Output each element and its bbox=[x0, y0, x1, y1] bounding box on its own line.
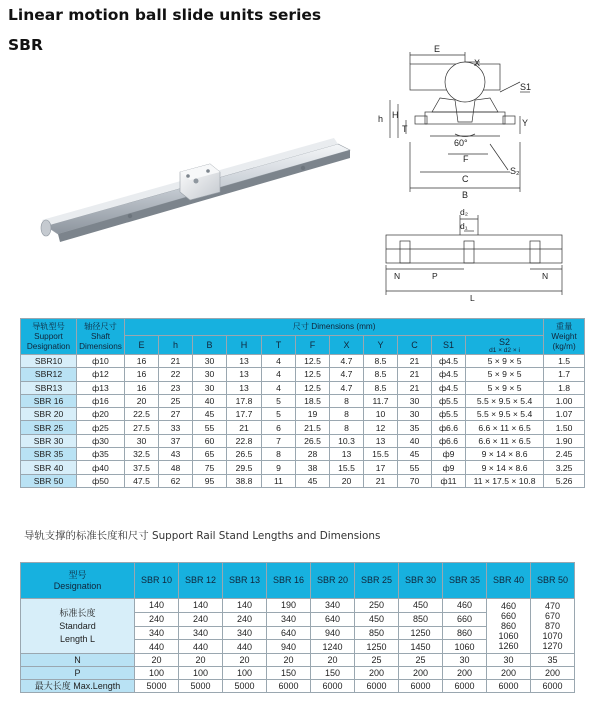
table-cell: 7 bbox=[262, 434, 296, 447]
header-model-col: SBR 16 bbox=[267, 563, 311, 599]
table-cell: ф50 bbox=[77, 474, 125, 487]
label-f: F bbox=[463, 154, 469, 164]
table-cell: 5 × 9 × 5 bbox=[466, 355, 544, 368]
table-cell: 4.7 bbox=[330, 355, 364, 368]
table-cell: 17.8 bbox=[227, 394, 262, 407]
table-row bbox=[21, 421, 585, 434]
table-cell: 11 bbox=[262, 474, 296, 487]
table-cell: 40 bbox=[193, 394, 227, 407]
length-value: 1070 bbox=[542, 631, 563, 641]
table-cell: 1060 bbox=[443, 640, 487, 654]
table-cell: 75 bbox=[193, 461, 227, 474]
table-cell: 340 bbox=[135, 626, 179, 640]
table-cell: 940 bbox=[311, 626, 355, 640]
table-cell: 1250 bbox=[399, 626, 443, 640]
table-cell: 33 bbox=[159, 421, 193, 434]
table-cell: 250 bbox=[355, 599, 399, 613]
table-cell: 45 bbox=[398, 448, 432, 461]
table-cell: 6000 bbox=[311, 680, 355, 693]
table-cell: 100 bbox=[135, 667, 179, 680]
label-n-right: N bbox=[542, 271, 549, 281]
table-cell: 10 bbox=[364, 408, 398, 421]
table-cell: 9 × 14 × 8.6 bbox=[466, 461, 544, 474]
table-cell: 20 bbox=[311, 654, 355, 667]
length-value: 1060 bbox=[498, 631, 519, 641]
table-cell: 21 bbox=[159, 355, 193, 368]
table-cell: 20 bbox=[223, 654, 267, 667]
table-row bbox=[21, 434, 585, 447]
table-cell: ф4.5 bbox=[432, 355, 466, 368]
table-cell: 340 bbox=[311, 599, 355, 613]
table-cell: 38 bbox=[296, 461, 330, 474]
table-cell: 16 bbox=[125, 381, 159, 394]
table-cell: 30 bbox=[487, 654, 531, 667]
header-col-h: H bbox=[227, 336, 262, 355]
table-cell: 43 bbox=[159, 448, 193, 461]
header-col-b: B bbox=[193, 336, 227, 355]
table-cell: 1.07 bbox=[544, 408, 585, 421]
table-cell: 13 bbox=[227, 381, 262, 394]
table-cell: 5 × 9 × 5 bbox=[466, 368, 544, 381]
table-cell: 6000 bbox=[487, 680, 531, 693]
table-cell: 55 bbox=[193, 421, 227, 434]
table-cell: 340 bbox=[267, 612, 311, 626]
table-cell: 2.45 bbox=[544, 448, 585, 461]
std-label-en1: Standard bbox=[59, 620, 96, 631]
header-model-col: SBR 35 bbox=[443, 563, 487, 599]
header-s2-label: S2 bbox=[499, 336, 511, 347]
table-cell: 60 bbox=[193, 434, 227, 447]
lengths-heading: 导轨支撑的标准长度和尺寸 Support Rail Stand Lengths and Dimensions bbox=[24, 530, 381, 542]
header-col-s2 bbox=[466, 336, 544, 355]
header-model-col: SBR 50 bbox=[531, 563, 575, 599]
table-cell: 340 bbox=[223, 626, 267, 640]
table-cell: 140 bbox=[135, 599, 179, 613]
table-cell: 140 bbox=[223, 599, 267, 613]
table-cell: 6000 bbox=[267, 680, 311, 693]
table-cell: 190 bbox=[267, 599, 311, 613]
table-cell: 17 bbox=[364, 461, 398, 474]
table-cell: 55 bbox=[398, 461, 432, 474]
table-cell: 6000 bbox=[531, 680, 575, 693]
table-cell: 5.26 bbox=[544, 474, 585, 487]
table-cell: 37 bbox=[159, 434, 193, 447]
table-cell: 200 bbox=[443, 667, 487, 680]
table-cell: 28 bbox=[296, 448, 330, 461]
series-code: SBR bbox=[8, 36, 43, 54]
model-cell: SBR12 bbox=[21, 368, 77, 381]
table-cell: 12.5 bbox=[296, 381, 330, 394]
table-cell: 10.3 bbox=[330, 434, 364, 447]
header-col-c: C bbox=[398, 336, 432, 355]
header-col-h: h bbox=[159, 336, 193, 355]
model-cell: SBR 30 bbox=[21, 434, 77, 447]
table-cell: 30 bbox=[398, 408, 432, 421]
model-cell: SBR 25 bbox=[21, 421, 77, 434]
header-designation: 型号 Designation bbox=[21, 563, 135, 599]
table-cell: 1.50 bbox=[544, 421, 585, 434]
table-cell: 45 bbox=[296, 474, 330, 487]
table-cell: 20 bbox=[179, 654, 223, 667]
table-cell: 30 bbox=[193, 381, 227, 394]
table-cell: ф9 bbox=[432, 461, 466, 474]
table-cell: 450 bbox=[355, 612, 399, 626]
std-label-en2: Length L bbox=[59, 633, 96, 644]
table-cell: 20 bbox=[135, 654, 179, 667]
table-cell: 18.5 bbox=[296, 394, 330, 407]
table-cell: ф11 bbox=[432, 474, 466, 487]
table-cell: ф4.5 bbox=[432, 381, 466, 394]
table-cell: ф6.6 bbox=[432, 421, 466, 434]
table-cell: 850 bbox=[355, 626, 399, 640]
table-cell: 30 bbox=[193, 368, 227, 381]
table-cell: 13 bbox=[330, 448, 364, 461]
table-cell: 70 bbox=[398, 474, 432, 487]
table-cell: 35 bbox=[531, 654, 575, 667]
table-cell: ф35 bbox=[77, 448, 125, 461]
table-cell: 1240 bbox=[311, 640, 355, 654]
table-cell: 37.5 bbox=[125, 461, 159, 474]
header-s2-sub: d1 × d2 × i bbox=[489, 346, 520, 354]
table-cell: 8.5 bbox=[364, 368, 398, 381]
table-cell: 20 bbox=[267, 654, 311, 667]
std-length-row bbox=[21, 599, 575, 613]
table-cell: 140 bbox=[179, 599, 223, 613]
label-c: C bbox=[462, 174, 469, 184]
length-value: 870 bbox=[544, 621, 561, 631]
table-cell: 440 bbox=[135, 640, 179, 654]
table-cell: 5000 bbox=[223, 680, 267, 693]
table-cell: 35 bbox=[398, 421, 432, 434]
table-cell: 100 bbox=[223, 667, 267, 680]
header-model: 导轨型号 Support Designation bbox=[21, 319, 77, 355]
header-dimensions: 尺寸 Dimensions (mm) bbox=[125, 319, 544, 336]
table-cell: 100 bbox=[179, 667, 223, 680]
table-cell: 29.5 bbox=[227, 461, 262, 474]
table-cell: 5 bbox=[262, 394, 296, 407]
table-cell: 47.5 bbox=[125, 474, 159, 487]
table-cell: 26.5 bbox=[296, 434, 330, 447]
side-view-drawing bbox=[380, 205, 570, 305]
table-cell: 8.5 bbox=[364, 381, 398, 394]
header-col-y: Y bbox=[364, 336, 398, 355]
table-cell: 12.5 bbox=[296, 368, 330, 381]
table-cell: 9 × 14 × 8.6 bbox=[466, 448, 544, 461]
table-cell: 240 bbox=[135, 612, 179, 626]
table-cell: ф30 bbox=[77, 434, 125, 447]
header-model-col: SBR 30 bbox=[399, 563, 443, 599]
table-cell: 1.00 bbox=[544, 394, 585, 407]
table-cell: 5000 bbox=[179, 680, 223, 693]
table-cell: 40 bbox=[398, 434, 432, 447]
table-cell: 9 bbox=[262, 461, 296, 474]
table-cell: 1.5 bbox=[544, 355, 585, 368]
table-cell: 65 bbox=[193, 448, 227, 461]
table-row bbox=[21, 448, 585, 461]
label-angle: 60° bbox=[454, 138, 468, 148]
table-cell: 240 bbox=[223, 612, 267, 626]
table-cell: 12 bbox=[364, 421, 398, 434]
cross-section-drawing bbox=[370, 42, 570, 202]
table-cell: 21 bbox=[398, 368, 432, 381]
table-cell: ф4.5 bbox=[432, 368, 466, 381]
standard-length-label bbox=[21, 599, 135, 654]
header-col-e: E bbox=[125, 336, 159, 355]
table-cell: 200 bbox=[531, 667, 575, 680]
table-cell: ф5.5 bbox=[432, 394, 466, 407]
table-cell: 32.5 bbox=[125, 448, 159, 461]
table-cell: 660 bbox=[443, 612, 487, 626]
row-p-label: P bbox=[21, 667, 135, 680]
table-cell: 25 bbox=[355, 654, 399, 667]
table-cell: 150 bbox=[311, 667, 355, 680]
dimensions-table bbox=[20, 318, 585, 488]
table-cell: 20 bbox=[125, 394, 159, 407]
table-cell: 1450 bbox=[399, 640, 443, 654]
table-cell: 150 bbox=[267, 667, 311, 680]
table-row bbox=[21, 368, 585, 381]
table-cell: 200 bbox=[355, 667, 399, 680]
table-cell: 27 bbox=[159, 408, 193, 421]
row-max-length-label: 最大长度 Max.Length bbox=[21, 680, 135, 693]
length-value: 460 bbox=[500, 601, 517, 611]
row-p bbox=[21, 667, 575, 680]
header-col-t: T bbox=[262, 336, 296, 355]
table-cell: 4 bbox=[262, 355, 296, 368]
length-value: 1270 bbox=[542, 641, 563, 651]
table-cell: 4 bbox=[262, 381, 296, 394]
table-row bbox=[21, 381, 585, 394]
table-cell: 5.5 × 9.5 × 5.4 bbox=[466, 394, 544, 407]
table-cell: 1.8 bbox=[544, 381, 585, 394]
table-row bbox=[21, 474, 585, 487]
table-cell: 1.7 bbox=[544, 368, 585, 381]
table-row bbox=[21, 408, 585, 421]
table-cell: 21.5 bbox=[296, 421, 330, 434]
table-cell: 8 bbox=[330, 408, 364, 421]
table-cell: 6000 bbox=[355, 680, 399, 693]
table-row bbox=[21, 355, 585, 368]
label-y: Y bbox=[522, 118, 529, 128]
header-model-col: SBR 12 bbox=[179, 563, 223, 599]
table-cell: 45 bbox=[193, 408, 227, 421]
label-x: X bbox=[474, 58, 481, 68]
table-cell: 25 bbox=[159, 394, 193, 407]
table-cell: 440 bbox=[179, 640, 223, 654]
length-value: 470 bbox=[544, 601, 561, 611]
table-cell: 25 bbox=[399, 654, 443, 667]
table-cell: 8 bbox=[262, 448, 296, 461]
table-cell: 850 bbox=[399, 612, 443, 626]
table-cell: 21 bbox=[398, 381, 432, 394]
table-cell: 95 bbox=[193, 474, 227, 487]
table-cell: 13 bbox=[227, 368, 262, 381]
table-cell: 1.90 bbox=[544, 434, 585, 447]
table-cell: ф20 bbox=[77, 408, 125, 421]
table-cell: 48 bbox=[159, 461, 193, 474]
model-cell: SBR10 bbox=[21, 355, 77, 368]
table-cell: 4.7 bbox=[330, 381, 364, 394]
table-cell: 200 bbox=[487, 667, 531, 680]
header-col-s1: S1 bbox=[432, 336, 466, 355]
table-cell: ф40 bbox=[77, 461, 125, 474]
length-value: 860 bbox=[500, 621, 517, 631]
table-cell: 13 bbox=[227, 355, 262, 368]
table-cell: ф9 bbox=[432, 448, 466, 461]
std-label-cn: 标准长度 bbox=[59, 607, 96, 618]
table-cell: 16 bbox=[125, 368, 159, 381]
table-cell: 22.5 bbox=[125, 408, 159, 421]
model-cell: SBR 50 bbox=[21, 474, 77, 487]
row-max-length bbox=[21, 680, 575, 693]
table-cell: 5.5 × 9.5 × 5.4 bbox=[466, 408, 544, 421]
product-photo bbox=[38, 128, 358, 248]
table-cell: 30 bbox=[398, 394, 432, 407]
table-cell: 860 bbox=[443, 626, 487, 640]
header-model-col: SBR 40 bbox=[487, 563, 531, 599]
table-cell: 440 bbox=[223, 640, 267, 654]
table-cell: 640 bbox=[311, 612, 355, 626]
table-cell: 21 bbox=[227, 421, 262, 434]
label-h: h bbox=[378, 114, 384, 124]
table-cell: 4 bbox=[262, 368, 296, 381]
model-cell: SBR13 bbox=[21, 381, 77, 394]
table-cell: 1250 bbox=[355, 640, 399, 654]
table-row bbox=[21, 394, 585, 407]
length-value: 660 bbox=[500, 611, 517, 621]
label-p: P bbox=[432, 271, 438, 281]
table-cell: 5 bbox=[262, 408, 296, 421]
header-col-f: F bbox=[296, 336, 330, 355]
table-cell: 22.8 bbox=[227, 434, 262, 447]
model-cell: SBR 35 bbox=[21, 448, 77, 461]
table-cell: 23 bbox=[159, 381, 193, 394]
row-n-label: N bbox=[21, 654, 135, 667]
table-cell: 8.5 bbox=[364, 355, 398, 368]
table-cell: 16 bbox=[125, 355, 159, 368]
table-cell: 640 bbox=[267, 626, 311, 640]
table-cell: 20 bbox=[330, 474, 364, 487]
table-row bbox=[21, 461, 585, 474]
table-cell: 15.5 bbox=[330, 461, 364, 474]
table-cell: ф25 bbox=[77, 421, 125, 434]
table-cell: 940 bbox=[267, 640, 311, 654]
model-cell: SBR 20 bbox=[21, 408, 77, 421]
table-cell: 240 bbox=[179, 612, 223, 626]
table-cell: 26.5 bbox=[227, 448, 262, 461]
label-n-left: N bbox=[394, 271, 401, 281]
label-e: E bbox=[434, 44, 441, 54]
table-cell: 38.8 bbox=[227, 474, 262, 487]
table-cell: 8 bbox=[330, 394, 364, 407]
model-cell: SBR 16 bbox=[21, 394, 77, 407]
model-cell: SBR 40 bbox=[21, 461, 77, 474]
table-cell: 12.5 bbox=[296, 355, 330, 368]
table-cell: 11 × 17.5 × 10.8 bbox=[466, 474, 544, 487]
header-model-col: SBR 10 bbox=[135, 563, 179, 599]
table-cell: 22 bbox=[159, 368, 193, 381]
table-cell: 450 bbox=[399, 599, 443, 613]
label-d2: d₂ bbox=[460, 207, 469, 217]
row-n bbox=[21, 654, 575, 667]
table-cell: ф5.5 bbox=[432, 408, 466, 421]
table-cell: 6.6 × 11 × 6.5 bbox=[466, 421, 544, 434]
table-cell: 3.25 bbox=[544, 461, 585, 474]
table-cell: ф12 bbox=[77, 368, 125, 381]
table-cell: 62 bbox=[159, 474, 193, 487]
table-cell: 19 bbox=[296, 408, 330, 421]
table-cell: 200 bbox=[399, 667, 443, 680]
length-value: 1260 bbox=[498, 641, 519, 651]
table-cell: 13 bbox=[364, 434, 398, 447]
table-cell: 5 × 9 × 5 bbox=[466, 381, 544, 394]
table-cell: 6000 bbox=[443, 680, 487, 693]
table-cell: 17.7 bbox=[227, 408, 262, 421]
label-big-h: H bbox=[392, 110, 399, 120]
table-cell: 6000 bbox=[399, 680, 443, 693]
table-cell: 8 bbox=[330, 421, 364, 434]
length-value: 670 bbox=[544, 611, 561, 621]
lengths-table bbox=[20, 562, 575, 693]
table-cell: 21 bbox=[364, 474, 398, 487]
table-cell: ф6.6 bbox=[432, 434, 466, 447]
header-shaft: 轴径尺寸 Shaft Dimensions bbox=[77, 319, 125, 355]
header-weight: 重量 Weight (kg/m) bbox=[544, 319, 585, 355]
header-model-col: SBR 25 bbox=[355, 563, 399, 599]
table-cell: ф13 bbox=[77, 381, 125, 394]
table-cell: 11.7 bbox=[364, 394, 398, 407]
table-cell: 4.7 bbox=[330, 368, 364, 381]
table-cell: 21 bbox=[398, 355, 432, 368]
stacked-length-cell bbox=[531, 599, 575, 654]
label-s1: S1 bbox=[520, 82, 532, 92]
table-cell: 340 bbox=[179, 626, 223, 640]
table-cell: 30 bbox=[193, 355, 227, 368]
stacked-length-cell bbox=[487, 599, 531, 654]
table-cell: 460 bbox=[443, 599, 487, 613]
table-cell: 30 bbox=[125, 434, 159, 447]
table-cell: 5000 bbox=[135, 680, 179, 693]
label-t: T bbox=[402, 124, 408, 134]
table-cell: ф10 bbox=[77, 355, 125, 368]
label-d1: d₁ bbox=[460, 221, 468, 231]
label-s2: S₂ bbox=[510, 166, 520, 176]
header-model-col: SBR 20 bbox=[311, 563, 355, 599]
page-title: Linear motion ball slide units series bbox=[8, 6, 322, 24]
table-cell: 30 bbox=[443, 654, 487, 667]
header-model-col: SBR 13 bbox=[223, 563, 267, 599]
table-cell: 15.5 bbox=[364, 448, 398, 461]
table-cell: 6 bbox=[262, 421, 296, 434]
label-b: B bbox=[462, 190, 469, 200]
table-cell: 6.6 × 11 × 6.5 bbox=[466, 434, 544, 447]
table-cell: ф16 bbox=[77, 394, 125, 407]
table-cell: 27.5 bbox=[125, 421, 159, 434]
header-col-x: X bbox=[330, 336, 364, 355]
label-l: L bbox=[470, 293, 475, 303]
